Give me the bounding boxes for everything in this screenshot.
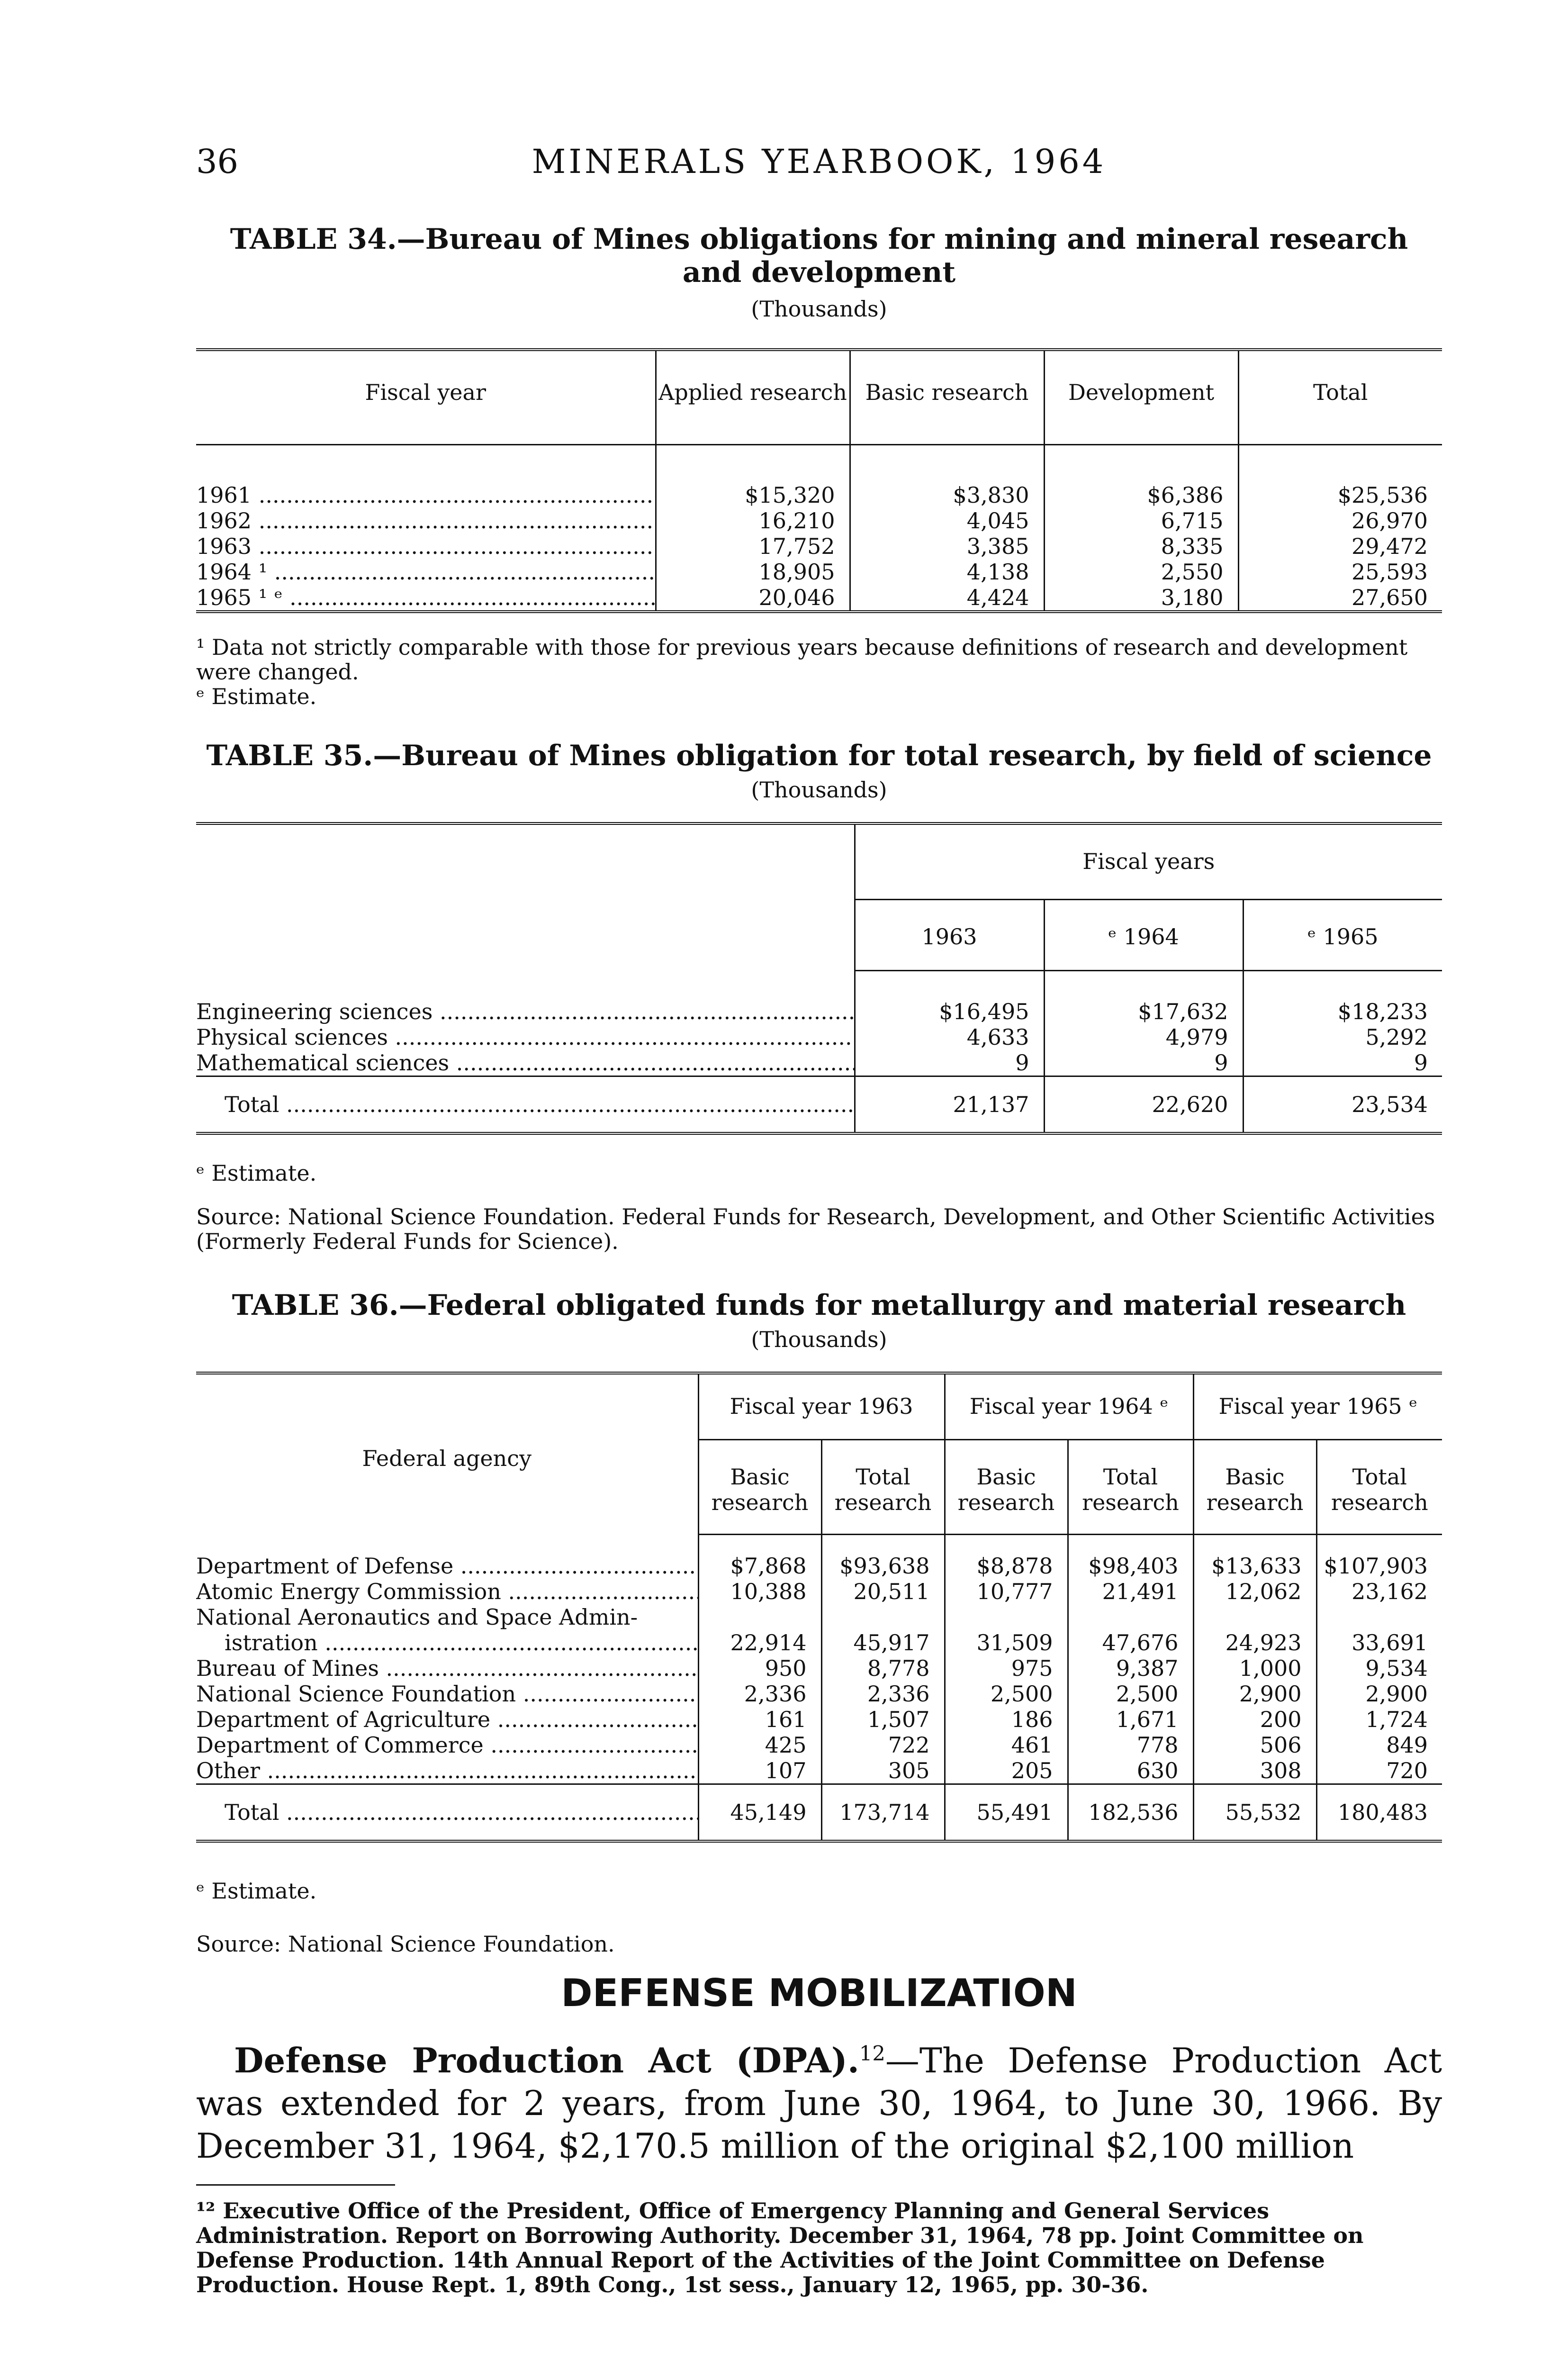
table36-group-1963: Fiscal year 1963 bbox=[698, 1373, 945, 1439]
table35-year-1964: ᵉ 1964 bbox=[1044, 899, 1243, 970]
table-row: Engineering sciences ..... $16,495 $17,632 $18,233 bbox=[196, 999, 1442, 1024]
page-footnote: ¹² Executive Office of the President, Office of Emergency Planning and General Services Administration. Report on Borrowing Authority. December 31, 1964, 78 pp. Joint Committee on Defense Production. 14th Annual Report of the Activities of the Joint Committee on Defense Production. House Rept. 1, 89th Cong., 1st sess., January 12, 1965, pp. 30-36. bbox=[196, 2198, 1364, 2297]
table34-title: TABLE 34.—Bureau of Mines obligations for mining and mineral research and development bbox=[230, 223, 1408, 289]
table36-subheader-total: Total research bbox=[1068, 1439, 1193, 1534]
journal-title: MINERALS YEARBOOK, 1964 bbox=[532, 142, 1107, 181]
footnote: Source: National Science Foundation. bbox=[196, 1931, 615, 1957]
running-head bbox=[196, 142, 1442, 185]
paragraph-text: —The Defense Production Act was extended for 2 years, from June 30, 1964, to June 30, 1966. By December 31, 1964, $2,170.5 million of the original $2,100 million bbox=[196, 2041, 1442, 2166]
table34-header-basic: Basic research bbox=[850, 350, 1044, 444]
table-row: Other ..... 107 305 205 630 308 720 bbox=[196, 1758, 1442, 1784]
table36-subheader-total: Total research bbox=[1316, 1439, 1442, 1534]
table34 bbox=[196, 348, 1442, 613]
footnote: ᵉ Estimate. bbox=[196, 1878, 317, 1904]
table36-footnotes bbox=[196, 1879, 1442, 1956]
table36-units: (Thousands) bbox=[751, 1327, 887, 1352]
paragraph-lead: Defense Production Act (DPA). bbox=[234, 2040, 859, 2080]
table36-group-1965: Fiscal year 1965 ᵉ bbox=[1193, 1373, 1442, 1439]
table-row: Department of Commerce ..... 425 722 461 778 506 849 bbox=[196, 1732, 1442, 1758]
table36-subheader-basic: Basic research bbox=[1193, 1439, 1316, 1534]
table36-group-1964: Fiscal year 1964 ᵉ bbox=[945, 1373, 1193, 1439]
table35-year-1965: ᵉ 1965 bbox=[1243, 899, 1442, 970]
footnote: ᵉ Estimate. bbox=[196, 1160, 317, 1186]
footnote: ᵉ Estimate. bbox=[196, 684, 317, 709]
table-row: Physical sciences ..... 4,633 4,979 5,292 bbox=[196, 1024, 1442, 1050]
table36 bbox=[196, 1372, 1442, 1843]
footnote-divider bbox=[196, 2184, 395, 2186]
table-row: 1962 ..... 16,210 4,045 6,715 26,970 bbox=[196, 508, 1442, 533]
footnote: Source: National Science Foundation. Federal Funds for Research, Development, and Other Scientific Activities (Formerly Federal Funds for Science). bbox=[196, 1204, 1435, 1254]
footnote-ref: 12 bbox=[859, 2042, 885, 2066]
table-row: istration ..... 22,914 45,917 31,509 47,676 24,923 33,691 bbox=[196, 1630, 1442, 1655]
table34-header-total: Total bbox=[1238, 350, 1442, 444]
table-total-row: Total ..... 21,137 22,620 23,534 bbox=[196, 1076, 1442, 1133]
table-row: Department of Agriculture ..... 161 1,507 186 1,671 200 1,724 bbox=[196, 1707, 1442, 1732]
body-paragraph bbox=[196, 2033, 1442, 2167]
table34-header-fiscal-year: Fiscal year bbox=[196, 350, 656, 444]
table-row: Department of Defense ..... $7,868 $93,638 $8,878 $98,403 $13,633 $107,903 bbox=[196, 1553, 1442, 1579]
table35-year-1963: 1963 bbox=[855, 899, 1044, 970]
table35-footnotes bbox=[196, 1161, 1442, 1254]
section-title: DEFENSE MOBILIZATION bbox=[561, 1971, 1077, 2015]
table35-group-header: Fiscal years bbox=[855, 823, 1442, 899]
table36-title: TABLE 36.—Federal obligated funds for metallurgy and material research bbox=[232, 1289, 1406, 1322]
table-row: 1964 ¹ ..... 18,905 4,138 2,550 25,593 bbox=[196, 559, 1442, 585]
footnote: ¹ Data not strictly comparable with those for previous years because definitions of research and development were changed. bbox=[196, 634, 1408, 685]
table-row: 1965 ¹ ᵉ ..... 20,046 4,424 3,180 27,650 bbox=[196, 585, 1442, 612]
table35-title: TABLE 35.—Bureau of Mines obligation for total research, by field of science bbox=[206, 739, 1432, 772]
table-row: 1963 ..... 17,752 3,385 8,335 29,472 bbox=[196, 533, 1442, 559]
table34-footnotes bbox=[196, 635, 1442, 709]
table-row: Bureau of Mines ..... 950 8,778 975 9,387 1,000 9,534 bbox=[196, 1655, 1442, 1681]
table-row: Atomic Energy Commission ..... 10,388 20,511 10,777 21,491 12,062 23,162 bbox=[196, 1579, 1442, 1604]
table-row: National Aeronautics and Space Admin- bbox=[196, 1604, 1442, 1630]
table35-units: (Thousands) bbox=[751, 777, 887, 803]
table-row: Mathematical sciences ..... 9 9 9 bbox=[196, 1050, 1442, 1076]
table-row: 1961 ..... $15,320 $3,830 $6,386 $25,536 bbox=[196, 482, 1442, 508]
table36-stub-header: Federal agency bbox=[196, 1373, 698, 1534]
table36-subheader-total: Total research bbox=[821, 1439, 945, 1534]
table34-units: (Thousands) bbox=[751, 296, 887, 322]
table-total-row: Total ..... 45,149 173,714 55,491 182,536 55,532 180,483 bbox=[196, 1784, 1442, 1841]
table-row: National Science Foundation ..... 2,336 2,336 2,500 2,500 2,900 2,900 bbox=[196, 1681, 1442, 1707]
page-number: 36 bbox=[196, 142, 239, 181]
table36-subheader-basic: Basic research bbox=[945, 1439, 1068, 1534]
table35 bbox=[196, 822, 1442, 1135]
table34-header-development: Development bbox=[1044, 350, 1238, 444]
table34-header-applied: Applied research bbox=[656, 350, 850, 444]
table36-subheader-basic: Basic research bbox=[698, 1439, 821, 1534]
